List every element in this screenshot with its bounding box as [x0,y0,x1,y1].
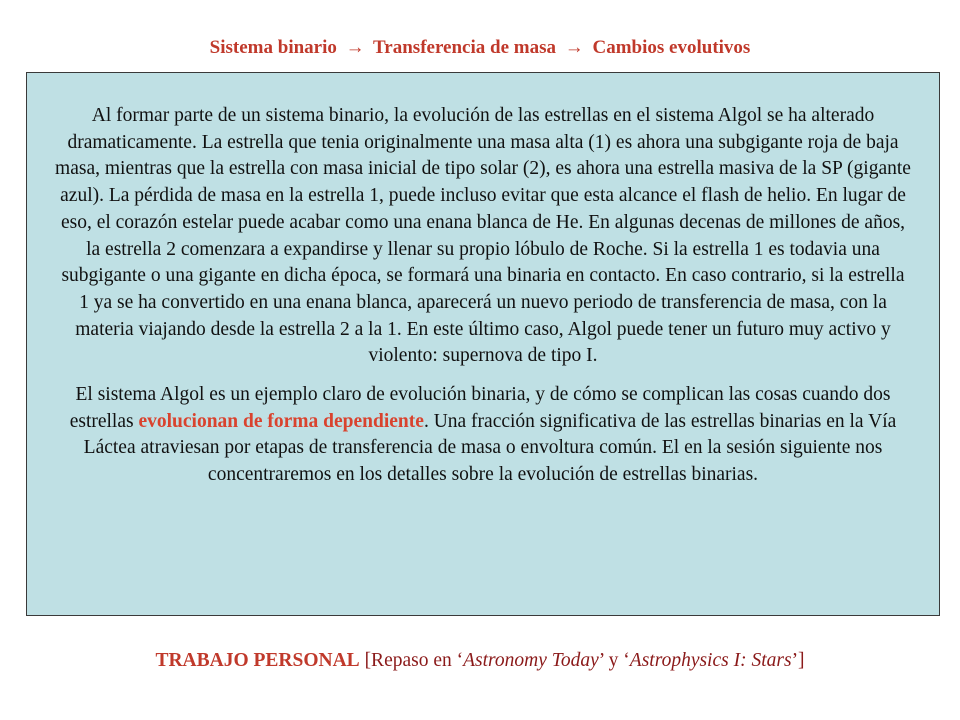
title-part-cambios: Cambios evolutivos [592,37,751,58]
footer-text-start: [Repaso en ‘ [359,650,464,671]
footer-label: TRABAJO PERSONAL [155,650,360,671]
right-arrow-icon: → [564,37,584,58]
book-title-astronomy-today: Astronomy Today [463,650,599,671]
paragraph-2-end: . Una fracción significativa de las estrellas binarias en la Vía Láctea atraviesan por etapas de transferencia de masa o envoltura común. El en la sesión siguiente nos concentraremos en los detalles sobre la evolución de estrellas binarias. [83,410,897,486]
footer-text-mid: ’ y ‘ [598,650,630,671]
footer-text-end: ’] [791,650,805,671]
footer-assignment [0,647,960,675]
paragraph-binary-evolution [55,382,911,489]
title-part-sistema-binario: Sistema binario [209,37,337,58]
paragraph-algol-evolution: Al formar parte de un sistema binario, la evolución de las estrellas en el sistema Algol se ha alterado dramaticamente. La estrella que tenia originalmente una masa alta (1) es ahora una subgigante roja de baja masa, mientras que la estrella con masa inicial de tipo solar (2), es ahora una estrella masiva de la SP (gigante azul). La pérdida de masa en la estrella 1, puede incluso evitar que esta alcance el flash de helio. En lugar de eso, el corazón estelar puede acabar como una enana blanca de He. En algunas decenas de millones de años, la estrella 2 comenzara a expandirse y llenar su propio lóbulo de Roche. Si la estrella 1 es todavia una subgigante o una gigante en dicha época, se formará una binaria en contacto. En caso contrario, si la estrella 1 ya se ha convertido en una enana blanca, aparecerá un nuevo periodo de transferencia de masa, con la materia viajando desde la estrella 2 a la 1. En este último caso, Algol puede tener un futuro muy activo y violento: supernova de tipo I. [55,105,911,367]
right-arrow-icon: → [345,37,365,58]
content-box [26,72,940,616]
slide-title [0,34,960,62]
book-title-astrophysics: Astrophysics I: Stars [629,650,792,671]
paragraph-2-start: El sistema Algol es un ejemplo claro de evolución binaria, y de cómo se complican las cosas cuando dos estrellas [69,384,891,432]
highlighted-phrase: evolucionan de forma dependiente [138,410,424,432]
title-part-transferencia: Transferencia de masa [373,37,556,58]
